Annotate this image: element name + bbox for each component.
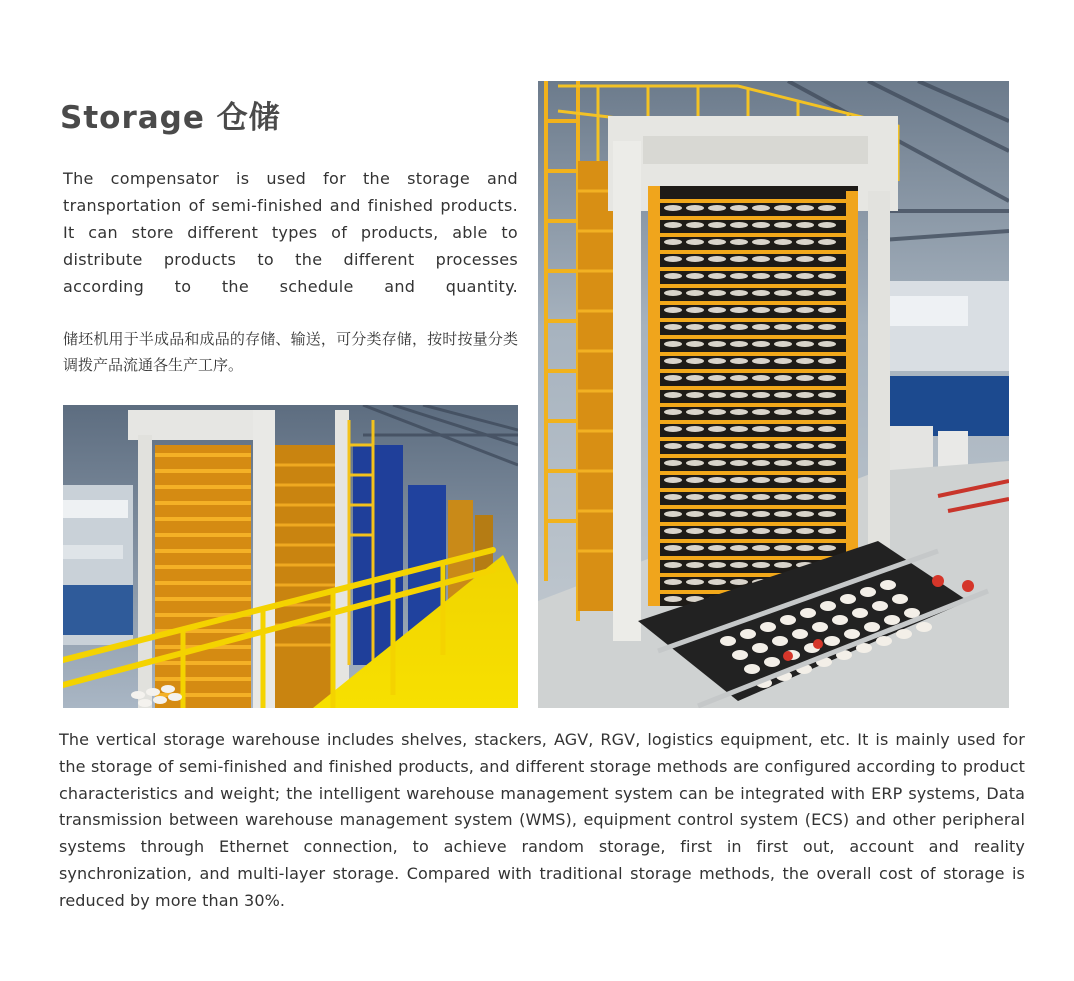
description-paragraph: The vertical storage warehouse includes shelves, stackers, AGV, RGV, logistics equipment, etc. It is mainly used for the storage of semi-finished and finished products, and different storage methods are configured according to product characteristics and weight; the intelligent warehouse management system can be integrated with ERP systems, Data transmission between warehouse management system (WMS), equipment control system (ECS) and other peripheral systems through Ethernet connection, to achieve random storage, first in first out, account and reality synchronization, and multi-layer storage. Compared with traditional storage methods, the overall cost of storage is reduced by more than 30%. [59, 730, 1025, 910]
warehouse-walkway-photo [63, 405, 518, 708]
intro-english-paragraph: The compensator is used for the storage and transportation of semi-finished and finished products. It can store different types of products, able to distribute products to the different processes according to the schedule and quantity. [63, 169, 518, 296]
intro-chinese-paragraph: 储坯机用于半成品和成品的存储、输送，可分类存储，按时按量分类调拨产品流通各生产工序。 [63, 330, 518, 374]
page-title: Storage 仓储 [60, 100, 281, 136]
vertical-storage-rack-photo [538, 81, 1009, 708]
